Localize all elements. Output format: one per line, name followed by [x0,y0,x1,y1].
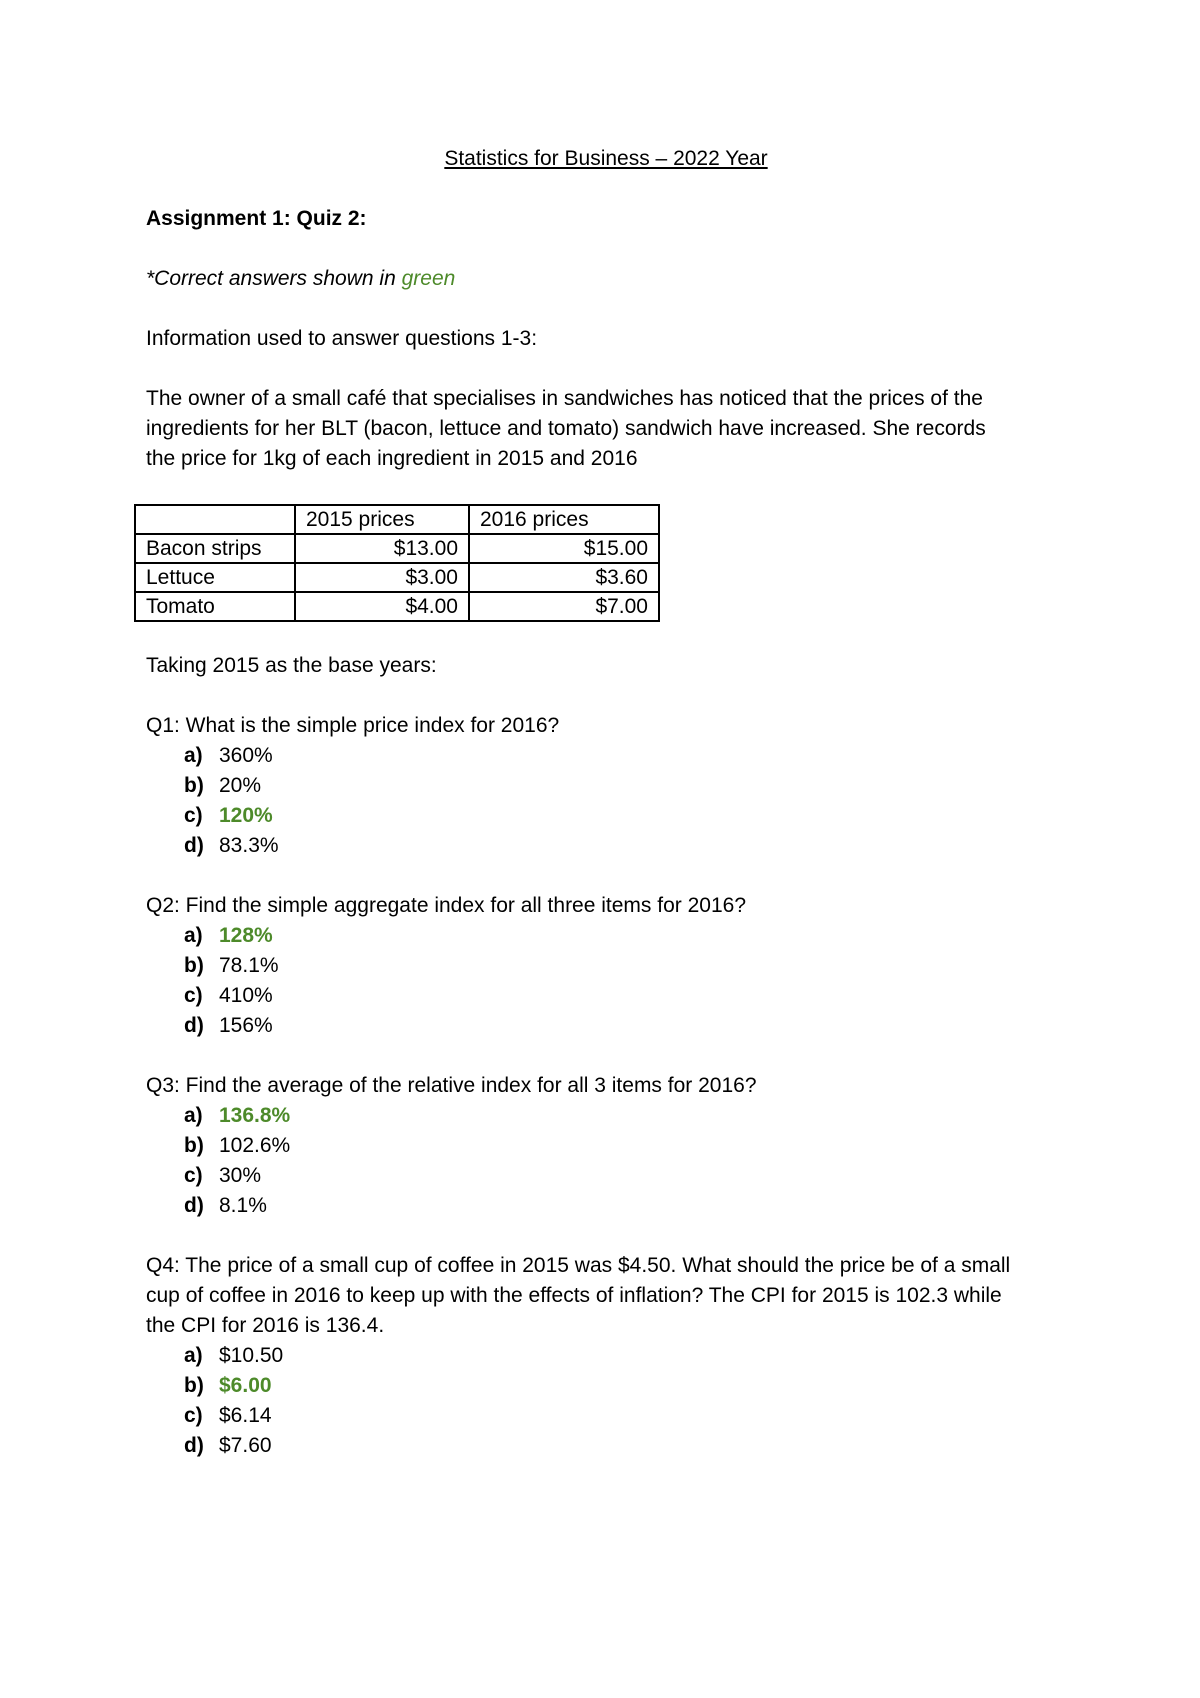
option-value: 410% [219,984,273,1007]
question-3 [146,1071,1076,1221]
intro-line: ingredients for her BLT (bacon, lettuce and tomato) sandwich have increased. She records [146,417,986,440]
table-cell: $4.00 [295,592,469,621]
option-value: 120% [219,804,273,827]
answer-option-correct [184,1101,1076,1131]
option-letter: b) [184,954,204,977]
option-value: $6.14 [219,1404,272,1427]
answer-option [184,1401,1076,1431]
table-cell: Lettuce [135,563,295,592]
answer-option [184,1161,1076,1191]
answer-note-green-word: green [401,267,456,290]
option-value: 102.6% [219,1134,291,1157]
table-cell: Bacon strips [135,534,295,563]
option-letter: a) [184,924,203,947]
option-value: 128% [219,924,273,947]
answer-option [184,981,1076,1011]
question-2 [146,891,1076,1041]
option-letter: a) [184,1104,203,1127]
option-value: 136.8% [219,1104,291,1127]
option-letter: a) [184,1344,203,1367]
table-header-cell: 2015 prices [295,505,469,534]
answer-option [184,1431,1076,1461]
answer-options [146,1101,1076,1221]
assignment-heading: Assignment 1: Quiz 2: [146,207,367,230]
answer-option [184,741,1076,771]
table-cell: Tomato [135,592,295,621]
document-page [146,144,1076,1461]
price-table-header-row [135,505,659,534]
base-year-text: Taking 2015 as the base years: [146,654,437,677]
option-letter: b) [184,1374,204,1397]
document-title: Statistics for Business – 2022 Year [444,147,768,170]
option-letter: b) [184,1134,204,1157]
answer-options [146,741,1076,861]
question-text: Q2: Find the simple aggregate index for all three items for 2016? [146,894,746,917]
answer-option [184,951,1076,981]
option-letter: c) [184,1164,203,1187]
answer-option [184,1341,1076,1371]
option-letter: d) [184,1194,204,1217]
question-1 [146,711,1076,861]
table-row [135,592,659,621]
option-letter: c) [184,1404,203,1427]
option-letter: d) [184,1014,204,1037]
table-row [135,534,659,563]
question-text: Q4: The price of a small cup of coffee in 2015 was $4.50. What should the price be of a small [146,1254,1011,1277]
option-value: $10.50 [219,1344,284,1367]
table-header-cell [135,505,295,534]
question-text: Q1: What is the simple price index for 2016? [146,714,560,737]
option-letter: b) [184,774,204,797]
intro-line: The owner of a small café that specialises in sandwiches has noticed that the prices of the [146,387,983,410]
info-heading: Information used to answer questions 1-3: [146,327,538,350]
answer-option [184,1011,1076,1041]
option-value: 78.1% [219,954,279,977]
answer-option [184,1131,1076,1161]
questions-list [146,711,1076,1461]
table-cell: $3.60 [469,563,659,592]
option-letter: d) [184,1434,204,1457]
option-value: 83.3% [219,834,279,857]
price-table [134,504,660,622]
answer-option-correct [184,1371,1076,1401]
table-header-cell: 2016 prices [469,505,659,534]
option-letter: c) [184,984,203,1007]
option-value: $7.60 [219,1434,272,1457]
answer-note-text: *Correct answers shown in [146,267,402,290]
option-value: $6.00 [219,1374,272,1397]
answer-option [184,771,1076,801]
option-value: 30% [219,1164,262,1187]
table-row [135,563,659,592]
answer-option [184,831,1076,861]
option-letter: a) [184,744,203,767]
option-letter: c) [184,804,203,827]
table-cell: $13.00 [295,534,469,563]
option-value: 156% [219,1014,273,1037]
answer-options [146,1341,1076,1461]
intro-line: the price for 1kg of each ingredient in 2015 and 2016 [146,447,638,470]
question-4 [146,1251,1076,1461]
question-text: cup of coffee in 2016 to keep up with the effects of inflation? The CPI for 2015 is 102.3 while [146,1284,1002,1307]
option-value: 360% [219,744,273,767]
question-text: the CPI for 2016 is 136.4. [146,1314,385,1337]
table-cell: $3.00 [295,563,469,592]
option-value: 20% [219,774,262,797]
answer-options [146,921,1076,1041]
answer-option-correct [184,921,1076,951]
answer-option-correct [184,801,1076,831]
answer-option [184,1191,1076,1221]
answer-note [146,264,1076,294]
table-cell: $7.00 [469,592,659,621]
option-letter: d) [184,834,204,857]
intro-paragraph [146,384,1076,474]
option-value: 8.1% [219,1194,267,1217]
question-text: Q3: Find the average of the relative index for all 3 items for 2016? [146,1074,757,1097]
table-cell: $15.00 [469,534,659,563]
